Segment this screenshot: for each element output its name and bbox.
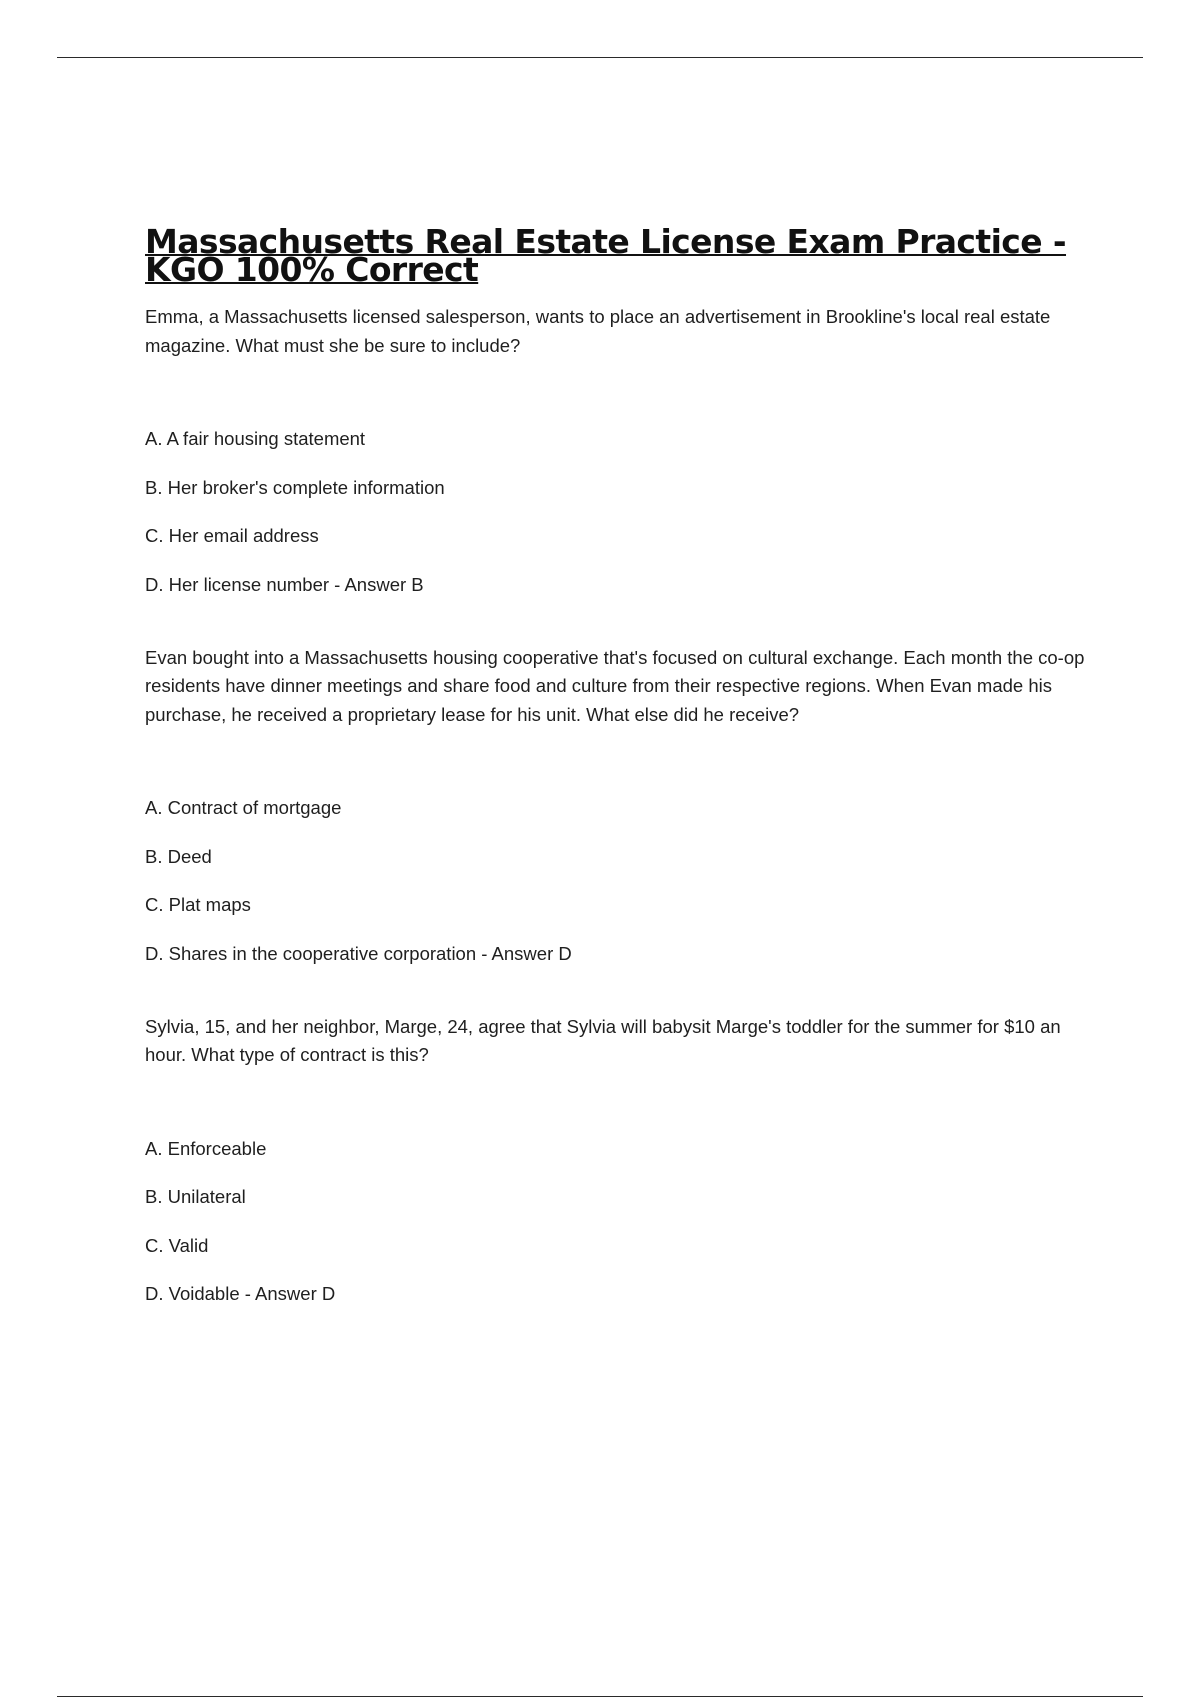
answer-option: C. Her email address — [145, 525, 319, 546]
document-title: Massachusetts Real Estate License Exam Practice - KGO 100% Correct — [145, 222, 1067, 289]
answer-option: A. Contract of mortgage — [145, 797, 342, 818]
question-block-2 — [145, 644, 1090, 968]
question-text: Emma, a Massachusetts licensed salesperson, wants to place an advertisement in Brookline's local real estate magazine. What must she be sure to include? — [145, 306, 1051, 356]
footer-rule — [57, 1696, 1143, 1697]
question-text: Sylvia, 15, and her neighbor, Marge, 24, agree that Sylvia will babysit Marge's toddler for the summer for $10 an hour. What type of contract is this? — [145, 1015, 1061, 1065]
answer-options — [145, 1135, 1090, 1309]
answer-option: D. Voidable - Answer D — [145, 1283, 336, 1304]
answer-options — [145, 794, 1090, 968]
question-block-3 — [145, 1013, 1090, 1309]
document-body — [145, 222, 1090, 1329]
answer-option: B. Unilateral — [145, 1186, 246, 1207]
answer-option: C. Valid — [145, 1234, 209, 1256]
answer-option: A. A fair housing statement — [145, 428, 366, 449]
question-block-1 — [145, 303, 1090, 599]
answer-option: C. Plat maps — [145, 894, 251, 915]
answer-option: D. Her license number - Answer B — [145, 573, 424, 595]
answer-option: B. Her broker's complete information — [145, 476, 445, 498]
answer-option: A. Enforceable — [145, 1137, 267, 1159]
header-rule — [57, 57, 1143, 58]
question-text: Evan bought into a Massachusetts housing cooperative that's focused on cultural exchange. Each month the co-op residents have dinner meetings and share food and culture from their respective regions. When Evan made his purchase, he received a proprietary lease for his unit. What else did he receive? — [145, 646, 1085, 725]
answer-option: D. Shares in the cooperative corporation - Answer D — [145, 942, 572, 964]
answer-option: B. Deed — [145, 845, 212, 867]
answer-options — [145, 425, 1090, 599]
